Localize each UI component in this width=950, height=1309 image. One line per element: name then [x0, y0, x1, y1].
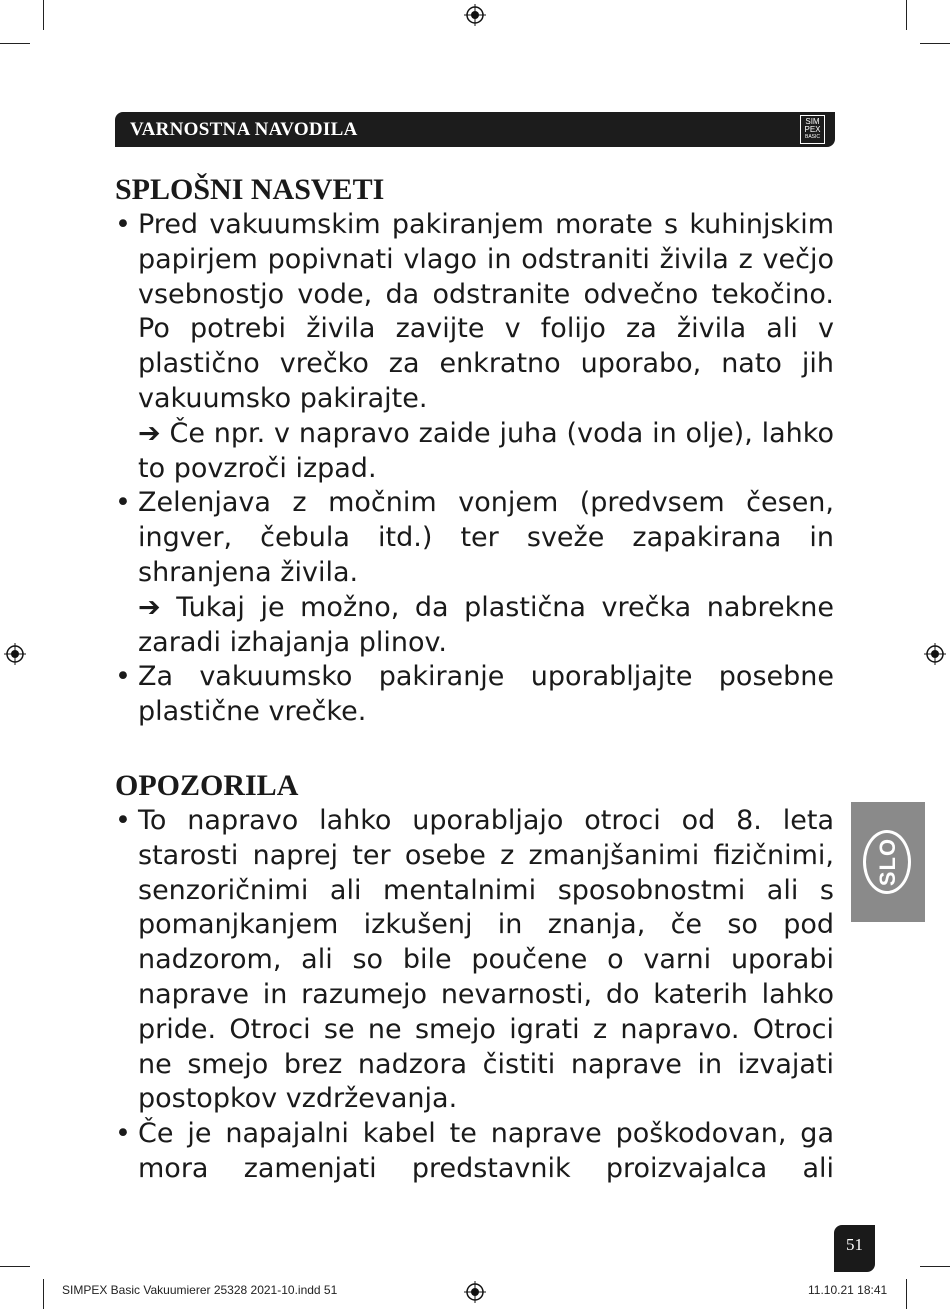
logo-line: SIM — [805, 117, 820, 126]
registration-mark-icon — [464, 1281, 486, 1303]
section-heading-general: SPLOŠNI NASVETI — [115, 173, 385, 206]
warnings-list — [115, 804, 834, 1187]
list-item — [115, 208, 834, 486]
page-number: 51 — [834, 1225, 875, 1272]
header-title: VARNOSTNA NAVODILA — [130, 119, 358, 140]
general-tips-list — [115, 208, 834, 730]
arrow-right-icon: ➔ — [138, 591, 161, 623]
list-item-text: • Če je napajalni kabel te naprave poškodovan, ga mora zamenjati predstavnik proizvajalca ali — [138, 1118, 834, 1184]
list-item-text: • Za vakuumsko pakiranje uporabljajte posebne plastične vrečke. — [138, 661, 834, 728]
registration-mark-icon — [4, 643, 26, 665]
logo-line: PEX — [804, 125, 821, 134]
list-item — [115, 486, 834, 660]
note-text: Če npr. v napravo zaide juha (voda in olje), lahko to povzroči izpad. — [138, 417, 834, 484]
crop-mark — [906, 0, 907, 30]
logo-line: BASIC — [804, 134, 820, 140]
crop-mark — [906, 1279, 907, 1309]
crop-mark — [43, 0, 44, 30]
list-item-text: • Zelenjava z močnim vonjem (predvsem česen, ingver, čebula itd.) ter sveže zapakirana in shranjena živila. — [138, 487, 834, 588]
note-text: Tukaj je možno, da plastična vrečka nabrekne zaradi izhajanja plinov. — [138, 591, 834, 658]
registration-mark-icon — [464, 4, 486, 26]
section-heading-warnings: OPOZORILA — [115, 768, 299, 802]
registration-mark-icon — [924, 643, 946, 665]
note — [138, 417, 834, 487]
language-tab — [851, 802, 925, 922]
footer-file-info: SIMPEX Basic Vakuumierer 25328 2021-10.indd 51 — [62, 1283, 338, 1297]
list-item — [115, 1117, 834, 1187]
list-item-text: • To napravo lahko uporabljajo otroci od 8. leta starosti naprej ter osebe z zmanjšanimi fizičnimi, senzoričnimi ali mentalnimi sposobnostmi ali s pomanjkanjem izkušenj in znanja, če so pod nadzorom, ali so bile poučene o varni uporabi naprave in razumejo nevarnosti, do katerih lahko pride. Otroci se ne smejo igrati z napravo. Otroci ne smejo brez nadzora čistiti naprave in izvajati postopkov vzdrževanja. — [138, 804, 834, 1115]
crop-mark — [43, 1279, 44, 1309]
language-tab-label: SLO — [875, 837, 900, 887]
note — [138, 591, 834, 661]
list-item — [115, 804, 834, 1117]
crop-mark — [920, 43, 950, 44]
main-content — [115, 172, 834, 1187]
crop-mark — [0, 1266, 30, 1267]
arrow-right-icon: ➔ — [138, 417, 161, 449]
section-header-bar — [115, 112, 835, 147]
crop-mark — [0, 43, 30, 44]
crop-mark — [920, 1266, 950, 1267]
list-item — [115, 660, 834, 730]
list-item-text: • Pred vakuumskim pakiranjem morate s kuhinjskim papirjem popivnati vlago in odstraniti živila z večjo vsebnostjo vode, da odstranite odvečno tekočino. Po potrebi živila zavijte v folijo za živila ali v plastično vrečko za enkratno uporabo, nato jih vakuumsko pakirajte. — [138, 209, 834, 414]
simpex-logo — [800, 115, 825, 144]
footer-timestamp: 11.10.21 18:41 — [808, 1283, 888, 1297]
